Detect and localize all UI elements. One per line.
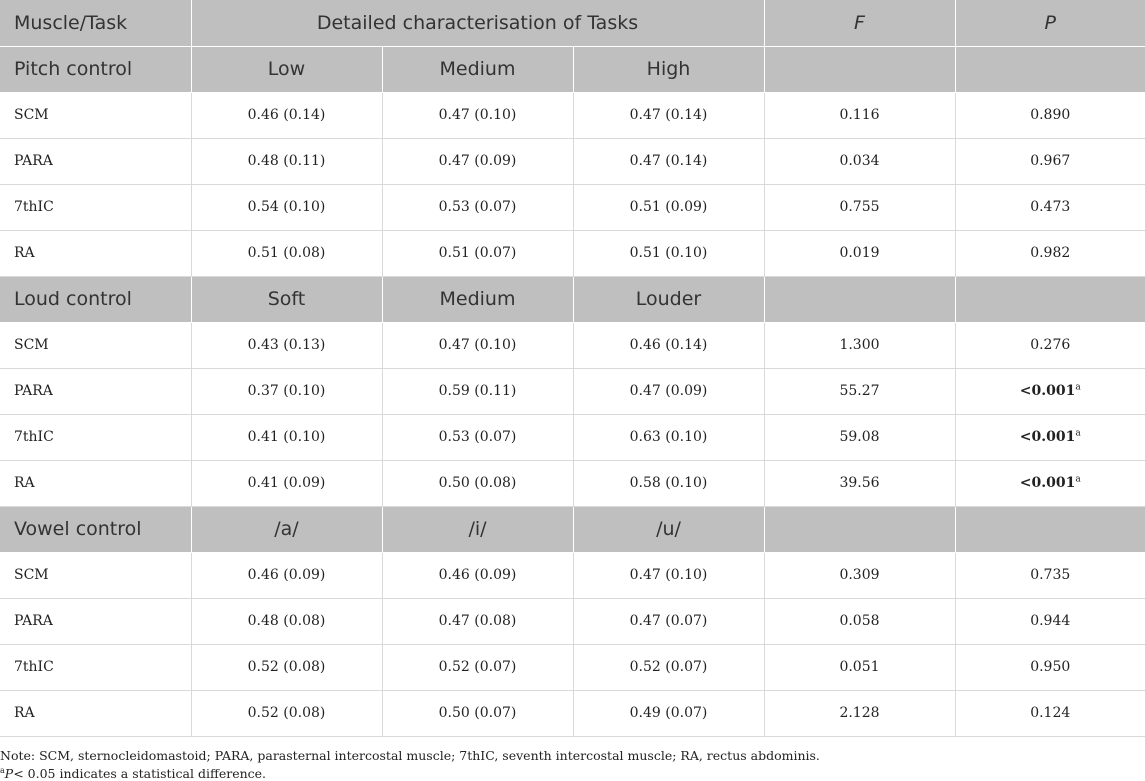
f-value-cell: 2.128 [764, 690, 955, 736]
header-muscle-task: Muscle/Task [0, 0, 191, 46]
value-cell: 0.58 (0.10) [573, 460, 764, 506]
muscle-cell: SCM [0, 92, 191, 138]
p-value-cell [955, 414, 1145, 460]
value-cell: 0.52 (0.08) [191, 644, 382, 690]
section-empty-p [955, 506, 1145, 552]
section-empty-p [955, 276, 1145, 322]
value-cell: 0.43 (0.13) [191, 322, 382, 368]
value-cell: 0.51 (0.08) [191, 230, 382, 276]
value-cell: 0.48 (0.08) [191, 598, 382, 644]
p-value-cell: 0.967 [955, 138, 1145, 184]
column-header-row [0, 0, 1145, 46]
section-label: Pitch control [0, 46, 191, 92]
section-empty-f [764, 506, 955, 552]
muscle-cell: 7thIC [0, 644, 191, 690]
section-label: Loud control [0, 276, 191, 322]
muscle-cell: SCM [0, 552, 191, 598]
footnote-p-symbol: P [4, 766, 14, 781]
value-cell: 0.51 (0.09) [573, 184, 764, 230]
header-detailed-characterisation: Detailed characterisation of Tasks [191, 0, 764, 46]
muscle-cell: RA [0, 230, 191, 276]
value-cell: 0.47 (0.14) [573, 92, 764, 138]
value-cell: 0.47 (0.08) [382, 598, 573, 644]
value-cell: 0.49 (0.07) [573, 690, 764, 736]
level-label: Medium [382, 46, 573, 92]
value-cell: 0.46 (0.14) [191, 92, 382, 138]
level-label: /u/ [573, 506, 764, 552]
value-cell: 0.46 (0.14) [573, 322, 764, 368]
muscle-cell: 7thIC [0, 414, 191, 460]
p-value-cell: 0.473 [955, 184, 1145, 230]
value-cell: 0.41 (0.10) [191, 414, 382, 460]
value-cell: 0.63 (0.10) [573, 414, 764, 460]
value-cell: 0.51 (0.07) [382, 230, 573, 276]
section-header-row [0, 46, 1145, 92]
f-value-cell: 0.019 [764, 230, 955, 276]
value-cell: 0.47 (0.09) [573, 368, 764, 414]
p-value-cell: 0.944 [955, 598, 1145, 644]
significance-mark: a [1075, 474, 1081, 485]
p-value-text: <0.001 [1019, 383, 1076, 399]
p-value-cell: 0.735 [955, 552, 1145, 598]
level-label: Low [191, 46, 382, 92]
value-cell: 0.47 (0.14) [573, 138, 764, 184]
f-value-cell: 0.309 [764, 552, 955, 598]
level-label: /i/ [382, 506, 573, 552]
table-row [0, 460, 1145, 506]
table-row [0, 644, 1145, 690]
value-cell: 0.37 (0.10) [191, 368, 382, 414]
value-cell: 0.47 (0.09) [382, 138, 573, 184]
table-footnote [0, 766, 266, 781]
p-value-text: <0.001 [1019, 429, 1076, 445]
value-cell: 0.52 (0.07) [573, 644, 764, 690]
table-row [0, 92, 1145, 138]
significance-mark: a [1075, 428, 1081, 439]
value-cell: 0.41 (0.09) [191, 460, 382, 506]
p-value-cell: 0.982 [955, 230, 1145, 276]
level-label: /a/ [191, 506, 382, 552]
f-value-cell: 0.034 [764, 138, 955, 184]
value-cell: 0.48 (0.11) [191, 138, 382, 184]
section-header-row [0, 506, 1145, 552]
muscle-cell: RA [0, 460, 191, 506]
table-row [0, 138, 1145, 184]
value-cell: 0.50 (0.08) [382, 460, 573, 506]
p-value-cell [955, 368, 1145, 414]
f-value-cell: 39.56 [764, 460, 955, 506]
p-value-cell: 0.890 [955, 92, 1145, 138]
table-row [0, 552, 1145, 598]
muscle-cell: PARA [0, 368, 191, 414]
muscle-cell: PARA [0, 138, 191, 184]
table-row [0, 598, 1145, 644]
header-f: F [764, 0, 955, 46]
value-cell: 0.47 (0.07) [573, 598, 764, 644]
section-header-row [0, 276, 1145, 322]
value-cell: 0.53 (0.07) [382, 414, 573, 460]
value-cell: 0.50 (0.07) [382, 690, 573, 736]
value-cell: 0.59 (0.11) [382, 368, 573, 414]
significance-mark: a [1075, 382, 1081, 393]
p-value-cell: 0.276 [955, 322, 1145, 368]
table-row [0, 230, 1145, 276]
f-value-cell: 0.051 [764, 644, 955, 690]
p-value-cell: 0.950 [955, 644, 1145, 690]
section-label: Vowel control [0, 506, 191, 552]
header-p: P [955, 0, 1145, 46]
table-row [0, 690, 1145, 736]
value-cell: 0.54 (0.10) [191, 184, 382, 230]
muscle-cell: SCM [0, 322, 191, 368]
level-label: Soft [191, 276, 382, 322]
section-empty-f [764, 46, 955, 92]
muscle-cell: RA [0, 690, 191, 736]
f-value-cell: 0.058 [764, 598, 955, 644]
footnote-text: < 0.05 indicates a statistical difference. [13, 766, 267, 781]
muscle-cell: 7thIC [0, 184, 191, 230]
level-label: Medium [382, 276, 573, 322]
footnote-mark: a [0, 765, 5, 775]
p-value-cell [955, 460, 1145, 506]
f-value-cell: 1.300 [764, 322, 955, 368]
value-cell: 0.47 (0.10) [573, 552, 764, 598]
f-value-cell: 0.755 [764, 184, 955, 230]
value-cell: 0.46 (0.09) [382, 552, 573, 598]
level-label: Louder [573, 276, 764, 322]
value-cell: 0.51 (0.10) [573, 230, 764, 276]
table-note: Note: SCM, sternocleidomastoid; PARA, parasternal intercostal muscle; 7thIC, seventh intercostal muscle; RA, rectus abdominis. [0, 748, 820, 763]
p-value-cell: 0.124 [955, 690, 1145, 736]
value-cell: 0.46 (0.09) [191, 552, 382, 598]
value-cell: 0.52 (0.07) [382, 644, 573, 690]
value-cell: 0.53 (0.07) [382, 184, 573, 230]
section-empty-p [955, 46, 1145, 92]
table-row [0, 322, 1145, 368]
f-value-cell: 0.116 [764, 92, 955, 138]
level-label: High [573, 46, 764, 92]
value-cell: 0.52 (0.08) [191, 690, 382, 736]
p-value-text: <0.001 [1019, 475, 1076, 491]
table-row [0, 184, 1145, 230]
value-cell: 0.47 (0.10) [382, 92, 573, 138]
table-row [0, 368, 1145, 414]
f-value-cell: 55.27 [764, 368, 955, 414]
section-empty-f [764, 276, 955, 322]
value-cell: 0.47 (0.10) [382, 322, 573, 368]
table-row [0, 414, 1145, 460]
f-value-cell: 59.08 [764, 414, 955, 460]
muscle-cell: PARA [0, 598, 191, 644]
